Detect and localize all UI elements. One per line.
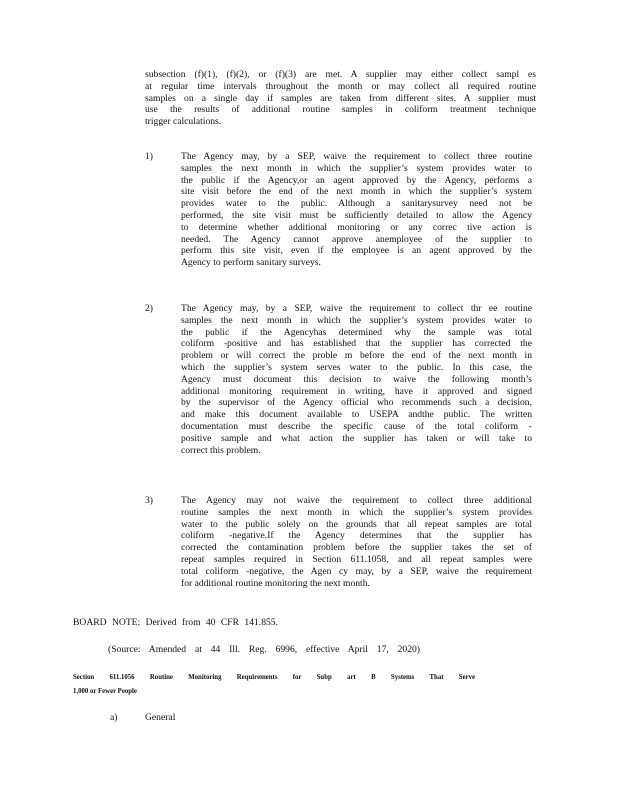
board-note: BOARD NOTE: Derived from 40 CFR 141.855. xyxy=(73,617,278,628)
text-line: perform this site visit, even if the employee is an agent approved by the xyxy=(181,245,532,257)
section-heading-line-1: Section 611.1056 Routine Monitoring Requirements for Subp art B Systems That Serve xyxy=(73,672,476,681)
intro-paragraph xyxy=(145,69,536,128)
item-3-paragraph xyxy=(181,495,532,589)
text-line: subsection (f)(1), (f)(2), or (f)(3) are met. A supplier may either collect sampl es xyxy=(145,69,536,80)
text-line: samples the next month in which the supplier’s system provides water to xyxy=(181,162,532,174)
subsection-a-number: a) xyxy=(110,712,118,723)
text-line: at regular time intervals throughout the month or may collect all required routine xyxy=(145,80,536,92)
text-line: coliform -negative.If the Agency determines that the supplier has xyxy=(181,530,532,542)
text-line: site visit before the end of the next month in which the supplier’s system xyxy=(181,186,532,198)
text-line: performed, the site visit must be sufficiently detailed to allow the Agency xyxy=(181,209,532,221)
item-3-number: 3) xyxy=(145,495,153,506)
text-line: and make this document available to USEPA andthe public. The written xyxy=(181,409,532,421)
text-line: corrected the contamination problem before the supplier takes the set of xyxy=(181,542,532,554)
text-line: additional monitoring requirement in writing, have it approved and signed xyxy=(181,385,532,397)
text-line: the public if the Agency,or an agent approved by the Agency, performs a xyxy=(181,174,532,186)
text-line: by the supervisor of the Agency official who recommends such a decision, xyxy=(181,397,532,409)
text-line: which the supplier’s system serves water to the public. In this case, the xyxy=(181,361,532,373)
text-line: The Agency may, by a SEP, waive the requirement to collect thr ee routine xyxy=(181,303,532,314)
text-line: samples the next month in which the supplier’s system provides water to xyxy=(181,314,532,326)
text-line: for additional routine monitoring the next month. xyxy=(181,577,370,589)
section-heading-line-2: 1,000 or Fewer People xyxy=(73,686,137,695)
text-line: use the results of additional routine samples in coliform treatment technique xyxy=(145,104,536,116)
item-2-number: 2) xyxy=(145,303,153,314)
text-line: repeat samples required in Section 611.1058, and all repeat samples were xyxy=(181,553,532,565)
item-1-number: 1) xyxy=(145,151,153,162)
text-line: total coliform -negative, the Agen cy may, by a SEP, waive the requirement xyxy=(181,565,532,577)
text-line: water to the public solely on the grounds that all repeat samples are total xyxy=(181,518,532,530)
text-line: documentation must describe the specific cause of the total coliform - xyxy=(181,420,532,432)
text-line: Agency must document this decision to waive the following month’s xyxy=(181,373,532,385)
text-line: problem or will correct the proble m before the end of the next month in xyxy=(181,350,532,362)
text-line: trigger calculations. xyxy=(145,116,222,128)
item-1-paragraph xyxy=(181,151,532,269)
text-line: Agency to perform sanitary surveys. xyxy=(181,257,321,269)
text-line: to determine whether additional monitoring or any correc tive action is xyxy=(181,221,532,233)
text-line: needed. The Agency cannot approve anemployee of the supplier to xyxy=(181,233,532,245)
text-line: The Agency may not waive the requirement to collect three additional xyxy=(181,495,532,506)
text-line: the public if the Agencyhas determined why the sample was total xyxy=(181,326,532,338)
item-2-paragraph xyxy=(181,303,532,456)
text-line: samples on a single day if samples are taken from different sites. A supplier must xyxy=(145,92,536,104)
text-line: The Agency may, by a SEP, waive the requirement to collect three routine xyxy=(181,151,532,162)
text-line: coliform -positive and has established that the supplier has corrected the xyxy=(181,338,532,350)
subsection-a-label: General xyxy=(145,712,176,723)
text-line: routine samples the next month in which the supplier’s system provides xyxy=(181,506,532,518)
text-line: correct this problem. xyxy=(181,444,261,456)
text-line: positive sample and what action the supplier has taken or will take to xyxy=(181,432,532,444)
source-note: (Source: Amended at 44 Ill. Reg. 6996, effective April 17, 2020) xyxy=(108,644,420,655)
text-line: provides water to the public. Although a sanitarysurvey need not be xyxy=(181,198,532,210)
